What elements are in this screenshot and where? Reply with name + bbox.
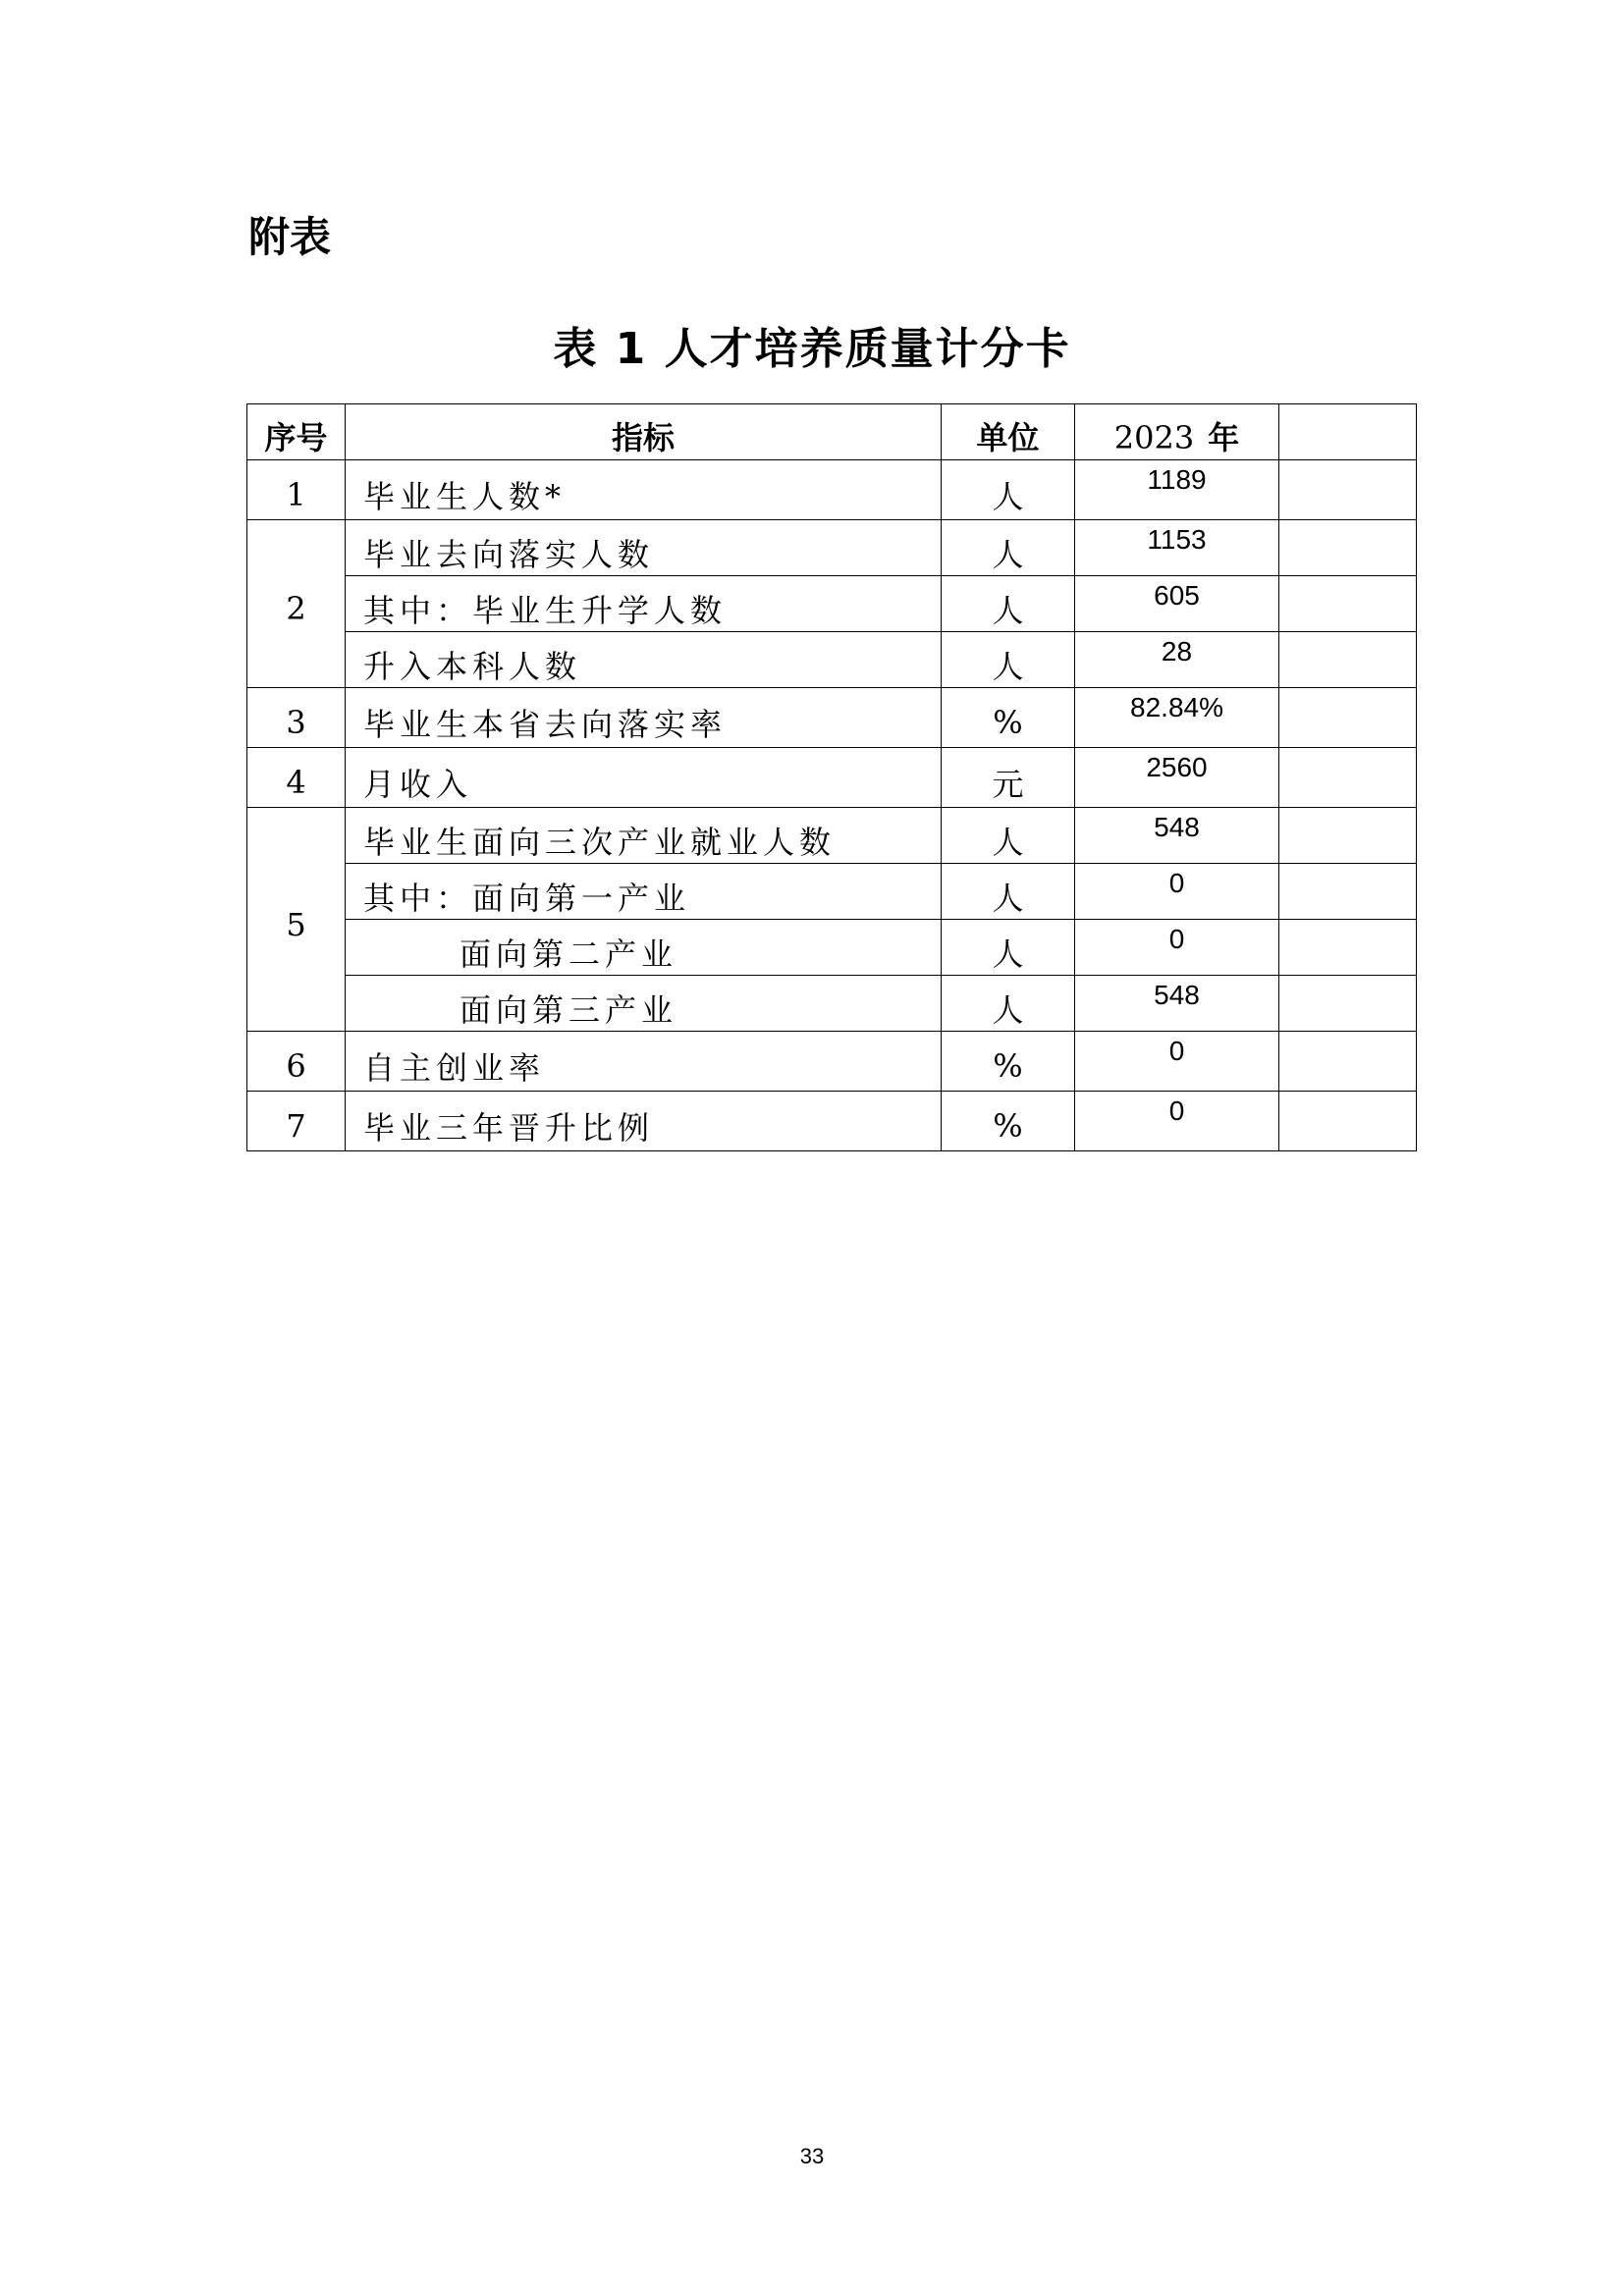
indicator-cell: 毕业生面向三次产业就业人数 [346, 808, 942, 864]
table-row [247, 864, 1417, 920]
empty-cell [1279, 748, 1417, 808]
table-row [247, 976, 1417, 1032]
value-cell: 1153 [1075, 520, 1279, 576]
unit-cell: 人 [942, 920, 1075, 976]
value-cell: 1189 [1075, 460, 1279, 520]
talent-training-quality-scorecard-table [246, 403, 1417, 1151]
indicator-cell: 毕业生本省去向落实率 [346, 688, 942, 748]
indicator-cell: 升入本科人数 [346, 632, 942, 688]
value-cell: 548 [1075, 808, 1279, 864]
table-row [247, 1032, 1417, 1092]
indicator-cell: 其中：毕业生升学人数 [346, 576, 942, 632]
unit-cell: % [942, 1092, 1075, 1151]
unit-cell: 人 [942, 632, 1075, 688]
year-char: 年 [1208, 419, 1240, 456]
table-row [247, 460, 1417, 520]
table-row [247, 748, 1417, 808]
indicator-cell: 自主创业率 [346, 1032, 942, 1092]
empty-cell [1279, 460, 1417, 520]
table-row [247, 920, 1417, 976]
appendix-heading: 附表 [248, 213, 332, 261]
empty-cell [1279, 576, 1417, 632]
empty-cell [1279, 808, 1417, 864]
table-row [247, 1092, 1417, 1151]
column-header-empty [1279, 404, 1417, 460]
column-header-indicator: 指标 [346, 404, 942, 460]
empty-cell [1279, 976, 1417, 1032]
unit-cell: % [942, 688, 1075, 748]
indicator-cell: 月收入 [346, 748, 942, 808]
seq-cell: 6 [247, 1032, 346, 1092]
value-cell: 2560 [1075, 748, 1279, 808]
seq-cell: 2 [247, 520, 346, 688]
seq-cell: 1 [247, 460, 346, 520]
seq-cell: 4 [247, 748, 346, 808]
empty-cell [1279, 632, 1417, 688]
table-row [247, 688, 1417, 748]
table-row [247, 520, 1417, 576]
unit-cell: 人 [942, 808, 1075, 864]
table-row [247, 808, 1417, 864]
seq-cell: 7 [247, 1092, 346, 1151]
table-header-row [247, 404, 1417, 460]
empty-cell [1279, 1032, 1417, 1092]
value-cell: 82.84% [1075, 688, 1279, 748]
value-cell: 0 [1075, 1092, 1279, 1151]
indicator-cell: 面向第二产业 [346, 920, 942, 976]
empty-cell [1279, 520, 1417, 576]
table-row [247, 576, 1417, 632]
empty-cell [1279, 688, 1417, 748]
indicator-cell: 毕业生人数* [346, 460, 942, 520]
value-cell: 0 [1075, 920, 1279, 976]
unit-cell: 人 [942, 576, 1075, 632]
indicator-cell: 毕业三年晋升比例 [346, 1092, 942, 1151]
empty-cell [1279, 920, 1417, 976]
value-cell: 28 [1075, 632, 1279, 688]
empty-cell [1279, 1092, 1417, 1151]
table-row [247, 632, 1417, 688]
column-header-unit: 单位 [942, 404, 1075, 460]
value-cell: 0 [1075, 864, 1279, 920]
column-header-year [1075, 404, 1279, 460]
empty-cell [1279, 864, 1417, 920]
indicator-cell: 面向第三产业 [346, 976, 942, 1032]
column-header-seq: 序号 [247, 404, 346, 460]
year-number: 2023 [1113, 419, 1195, 456]
indicator-cell: 其中：面向第一产业 [346, 864, 942, 920]
unit-cell: 元 [942, 748, 1075, 808]
value-cell: 548 [1075, 976, 1279, 1032]
value-cell: 0 [1075, 1032, 1279, 1092]
indicator-cell: 毕业去向落实人数 [346, 520, 942, 576]
value-cell: 605 [1075, 576, 1279, 632]
unit-cell: % [942, 1032, 1075, 1092]
seq-cell: 5 [247, 808, 346, 1032]
page-number: 33 [799, 2144, 825, 2168]
unit-cell: 人 [942, 864, 1075, 920]
table-title: 表 1 人才培养质量计分卡 [553, 324, 1071, 374]
unit-cell: 人 [942, 460, 1075, 520]
unit-cell: 人 [942, 520, 1075, 576]
unit-cell: 人 [942, 976, 1075, 1032]
seq-cell: 3 [247, 688, 346, 748]
